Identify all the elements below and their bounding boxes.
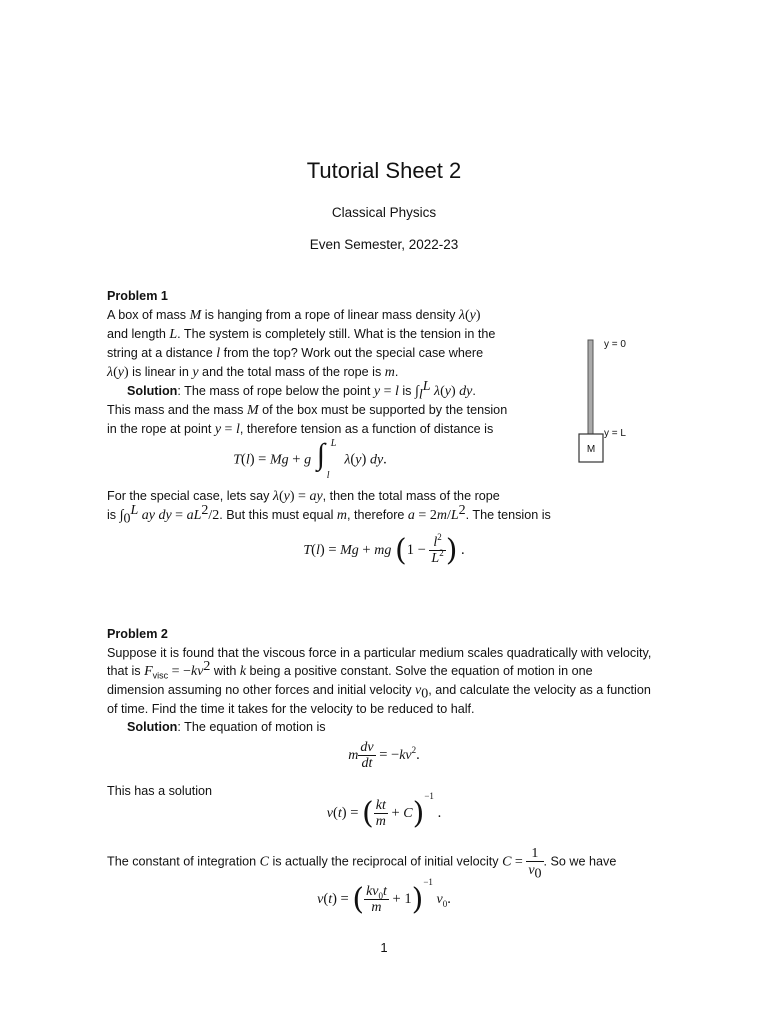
problem-2-heading: Problem 2 (107, 627, 168, 641)
solution-label: Solution (127, 720, 178, 734)
problem-1-line: λ(y) is linear in y and the total mass of the rope is m. (107, 365, 399, 380)
problem-2-line: that is $F_{visc} = -kv^2$ with k being a positive constant. Solve the equation of motion in one (107, 658, 593, 681)
fraction: $\frac{dv}{dt}$ (360, 740, 374, 771)
label-y-top: y = 0 (604, 339, 626, 350)
rope (588, 340, 593, 434)
problem-1-statement (107, 306, 517, 439)
problem-1-line: This mass and the mass M of the box must be supported by the tension (107, 403, 508, 418)
has-solution-text: This has a solution (107, 784, 213, 798)
course-name: Classical Physics (331, 205, 437, 220)
problem-2-solution (107, 718, 663, 736)
special-case-line: For the special case, lets say λ(y) = ay, then the total mass of the rope (107, 489, 500, 504)
fraction: $\frac{kt}{m}$ (375, 798, 386, 830)
special-case-line: is $\int_0^L$ ay dy = $aL^2/2$. But this must equal m, therefore $a = 2m/L^2$. The tension is (107, 502, 551, 527)
problem-2-line: of time. Find the time it takes for the velocity to be reduced to half. (107, 702, 475, 716)
problem-2-equation-2: v(t) = ( $\frac{kt}{m}$ + C)$^{-1}$ . (326, 791, 442, 832)
problem-2-statement (107, 644, 663, 736)
problem-1-special-case (107, 487, 667, 525)
problem-1-heading: Problem 1 (107, 289, 168, 303)
problem-2-equation-3: v(t) = ( $\frac{kv_0t}{m}$ + 1)$^{-1}$ $v_0$. (317, 877, 451, 918)
fraction: $\frac{kv_0t}{m}$ (366, 884, 387, 916)
problem-1-line: string at a distance l from the top? Work out the special case where (107, 346, 484, 361)
page-number: 1 (380, 940, 388, 955)
fraction: $\frac{1}{v_0}$ (528, 846, 542, 882)
problem-1-equation-2: T(l) = Mg + mg (1 − $\frac{l^2}{L^2}$ ) . (303, 532, 465, 568)
problem-1-line: A box of mass M is hanging from a rope of linear mass density λ(y) (107, 308, 481, 323)
semester: Even Semester, 2022-23 (309, 237, 459, 252)
problem-2-line: Suppose it is found that the viscous force in a particular medium scales quadratically with velocity, (107, 646, 652, 660)
solution-label: Solution (127, 384, 178, 398)
problem-1-line: in the rope at point y = l, therefore tension as a function of distance is (107, 422, 494, 437)
box-label: M (586, 444, 596, 455)
problem-2-equation-1: m $\frac{dv}{dt}$ = $-kv^2$. (348, 740, 420, 771)
problem-1-solution: Solution: The mass of rope below the point y = l is $\int_l^L$ λ(y) dy. (127, 378, 476, 403)
document-title: Tutorial Sheet 2 (306, 158, 462, 183)
problem-1-equation-1: T(l) = Mg + g ∫ L l λ(y) dy. (233, 438, 387, 481)
problem-2-line: dimension assuming no other forces and initial velocity $v_0$, and calculate the velocity as a function (107, 683, 651, 702)
solution-text: : The equation of motion is (177, 720, 326, 734)
integration-text: The constant of integration C is actually the reciprocal of initial velocity C = $\frac{1}{v_0}$ . So we have (107, 846, 617, 882)
problem-1-line: and length L. The system is completely still. What is the tension in the (107, 327, 496, 342)
fraction: $\frac{l^2}{L^2}$ (431, 532, 444, 566)
label-y-bottom: y = L (604, 428, 626, 439)
